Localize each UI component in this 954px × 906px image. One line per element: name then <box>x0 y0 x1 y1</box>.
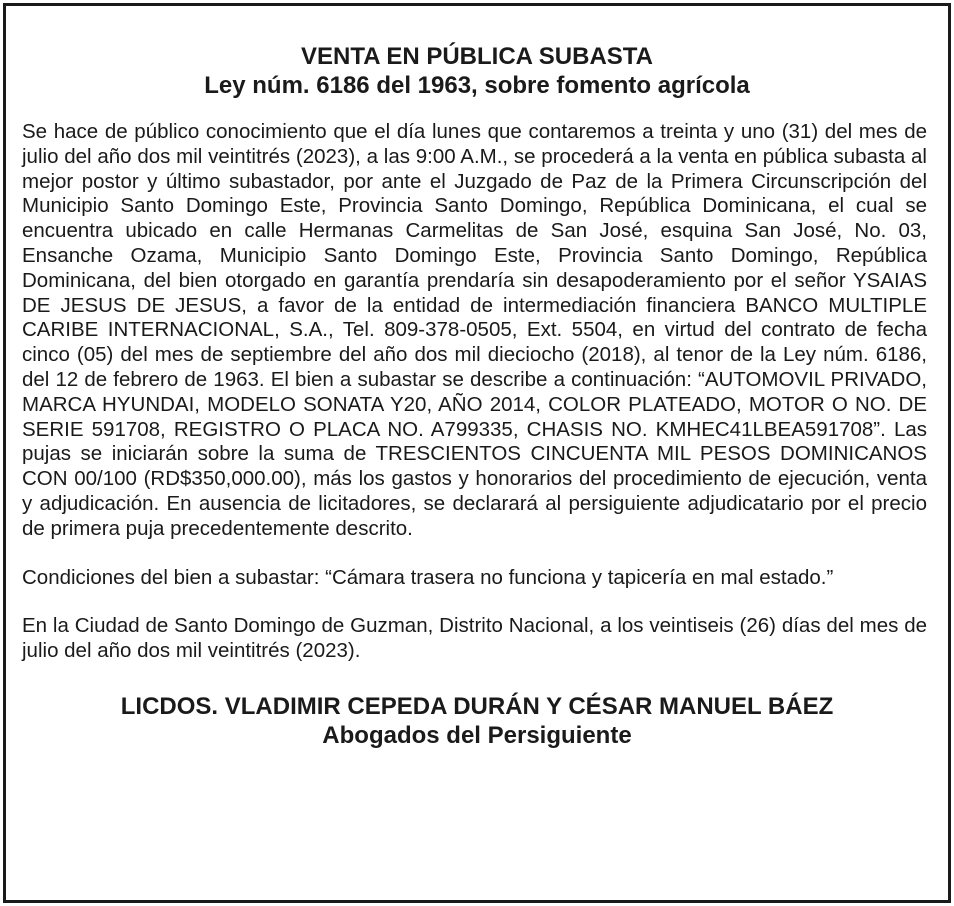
notice-subtitle: Ley núm. 6186 del 1963, sobre fomento agrícola <box>204 72 750 99</box>
auction-details-paragraph: Se hace de público conocimiento que el día lunes que contaremos a treinta y uno (31) del mes de julio del año dos mil veintitrés (2023), a las 9:00 A.M., se procederá a la venta en pública subasta al mejor postor y último subastador, por ante el Juzgado de Paz de la Primera Circunscripción del Municipio Santo Domingo Este, Provincia Santo Domingo, República Dominicana, el cual se encuentra ubicado en calle Hermanas Carmelitas de San José, esquina San José, No. 03, Ensanche Ozama, Municipio Santo Domingo Este, Provincia Santo Domingo, República Dominicana, del bien otorgado en garantía prendaría sin desapoderamiento por el señor YSAIAS DE JESUS DE JESUS, a favor de la entidad de intermediación financiera BANCO MULTIPLE CARIBE INTERNACIONAL, S.A., Tel. 809-378-0505, Ext. 5504, en virtud del contrato de fecha cinco (05) del mes de septiembre del año dos mil dieciocho (2018), al tenor de la Ley núm. 6186, del 12 de febrero de 1963. El bien a subastar se describe a continuación: “AUTOMOVIL PRIVADO, MARCA HYUNDAI, MODELO SONATA Y20, AÑO 2014, COLOR PLATEADO, MOTOR O NO. DE SERIE 591708, REGISTRO O PLACA NO. A799335, CHASIS NO. KMHEC41LBEA591708”. Las pujas se iniciarán sobre la suma de TRESCIENTOS CINCUENTA MIL PESOS DOMINICANOS CON 00/100 (RD$350,000.00), más los gastos y honorarios del procedimiento de ejecución, venta y adjudicación. En ausencia de licitadores, se declarará al persiguiente adjudicatario por el precio de primera puja precedentemente descrito. <box>22 120 927 540</box>
asset-conditions-paragraph: Condiciones del bien a subastar: “Cámara trasera no funciona y tapicería en mal estado.” <box>22 565 834 589</box>
notice-title: VENTA EN PÚBLICA SUBASTA <box>300 43 653 70</box>
signature-role: Abogados del Persiguiente <box>322 721 632 749</box>
signature-name: LICDOS. VLADIMIR CEPEDA DURÁN Y CÉSAR MANUEL BÁEZ <box>120 692 834 720</box>
legal-notice <box>3 3 951 903</box>
place-date-paragraph: En la Ciudad de Santo Domingo de Guzman, Distrito Nacional, a los veintiseis (26) días del mes de julio del año dos mil veintitrés (2023). <box>22 614 927 663</box>
